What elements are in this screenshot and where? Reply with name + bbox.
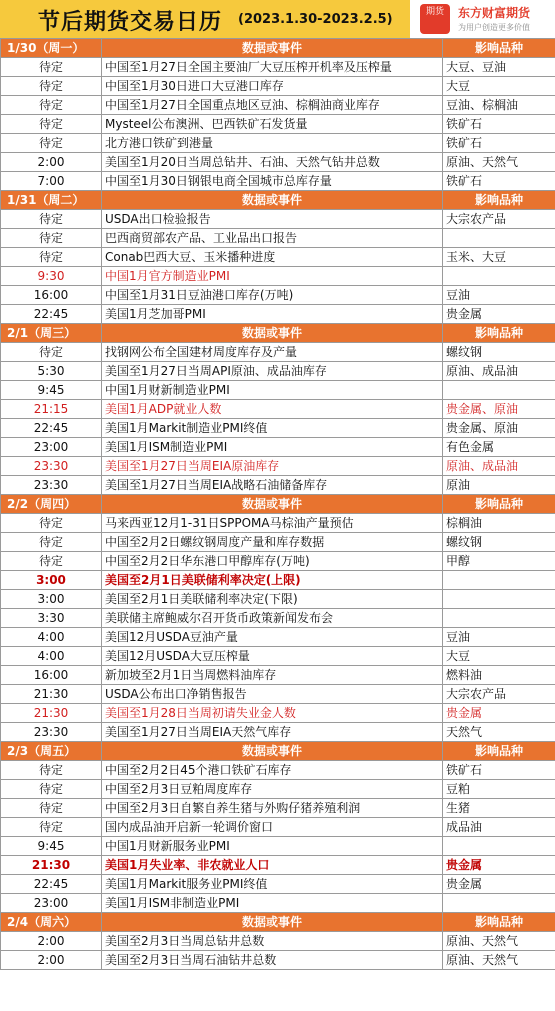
- event-time: 待定: [1, 96, 102, 115]
- logo-icon: [420, 4, 450, 34]
- event-time: 待定: [1, 818, 102, 837]
- event-time: 5:30: [1, 362, 102, 381]
- event-column-header: 数据或事件: [102, 324, 443, 343]
- event-name: 美国至1月27日当周EIA战略石油储备库存: [102, 476, 443, 495]
- event-impact: 有色金属: [443, 438, 555, 457]
- event-name: Conab巴西大豆、玉米播种进度: [102, 248, 443, 267]
- event-row: [1, 172, 555, 191]
- event-name: 中国至1月30日进口大豆港口库存: [102, 77, 443, 96]
- event-impact: 豆粕: [443, 780, 555, 799]
- event-impact: 成品油: [443, 818, 555, 837]
- event-time: 23:30: [1, 476, 102, 495]
- calendar-table: [0, 38, 555, 970]
- event-impact: 贵金属: [443, 856, 555, 875]
- event-name: 美国1月Markit制造业PMI终值: [102, 419, 443, 438]
- event-name: 美国至1月27日当周EIA原油库存: [102, 457, 443, 476]
- event-impact: 铁矿石: [443, 172, 555, 191]
- event-column-header: 数据或事件: [102, 495, 443, 514]
- event-impact: 大宗农产品: [443, 210, 555, 229]
- event-name: 巴西商贸部农产品、工业品出口报告: [102, 229, 443, 248]
- day-label: 2/2（周四）: [1, 495, 102, 514]
- event-row: [1, 476, 555, 495]
- event-impact: [443, 229, 555, 248]
- event-time: 23:00: [1, 438, 102, 457]
- event-row: [1, 723, 555, 742]
- event-row: [1, 685, 555, 704]
- event-impact: 原油、天然气: [443, 932, 555, 951]
- event-impact: [443, 609, 555, 628]
- day-label: 1/30（周一）: [1, 39, 102, 58]
- event-name: USDA出口检验报告: [102, 210, 443, 229]
- event-name: 马来西亚12月1-31日SPPOMA马棕油产量预估: [102, 514, 443, 533]
- event-name: 中国至2月2日螺纹钢周度产量和库存数据: [102, 533, 443, 552]
- event-row: [1, 267, 555, 286]
- event-name: 新加坡至2月1日当周燃料油库存: [102, 666, 443, 685]
- event-time: 3:30: [1, 609, 102, 628]
- event-name: 中国至2月3日豆粕周度库存: [102, 780, 443, 799]
- day-header-row: [1, 742, 555, 761]
- event-impact: 豆油: [443, 286, 555, 305]
- event-name: 中国至2月2日华东港口甲醇库存(万吨): [102, 552, 443, 571]
- event-name: 美国12月USDA豆油产量: [102, 628, 443, 647]
- event-row: [1, 552, 555, 571]
- logo-name: 东方财富期货: [458, 6, 531, 20]
- event-impact: 原油、成品油: [443, 362, 555, 381]
- event-time: 9:45: [1, 381, 102, 400]
- impact-column-header: 影响品种: [443, 191, 555, 210]
- event-impact: [443, 837, 555, 856]
- event-time: 待定: [1, 799, 102, 818]
- day-header-row: [1, 495, 555, 514]
- calendar-body: [1, 39, 555, 970]
- event-row: [1, 780, 555, 799]
- event-row: [1, 666, 555, 685]
- event-impact: 贵金属: [443, 875, 555, 894]
- event-impact: [443, 590, 555, 609]
- event-column-header: 数据或事件: [102, 39, 443, 58]
- logo-slogan: 为用户创造更多价值: [458, 23, 530, 32]
- event-impact: [443, 571, 555, 590]
- event-row: [1, 818, 555, 837]
- event-row: [1, 590, 555, 609]
- event-name: 美国至2月3日当周石油钻井总数: [102, 951, 443, 970]
- event-row: [1, 286, 555, 305]
- event-time: 7:00: [1, 172, 102, 191]
- event-impact: 原油、成品油: [443, 457, 555, 476]
- event-row: [1, 305, 555, 324]
- event-row: [1, 153, 555, 172]
- event-row: [1, 400, 555, 419]
- event-impact: 大宗农产品: [443, 685, 555, 704]
- event-column-header: 数据或事件: [102, 191, 443, 210]
- event-time: 待定: [1, 533, 102, 552]
- event-impact: 铁矿石: [443, 761, 555, 780]
- event-name: 中国至1月30日钢银电商全国城市总库存量: [102, 172, 443, 191]
- event-row: [1, 438, 555, 457]
- event-name: 中国1月官方制造业PMI: [102, 267, 443, 286]
- day-header-row: [1, 324, 555, 343]
- event-time: 4:00: [1, 628, 102, 647]
- event-impact: 玉米、大豆: [443, 248, 555, 267]
- event-time: 2:00: [1, 153, 102, 172]
- event-name: 美国1月ISM制造业PMI: [102, 438, 443, 457]
- event-impact: 甲醇: [443, 552, 555, 571]
- event-name: Mysteel公布澳洲、巴西铁矿石发货量: [102, 115, 443, 134]
- impact-column-header: 影响品种: [443, 39, 555, 58]
- event-time: 16:00: [1, 666, 102, 685]
- event-time: 22:45: [1, 875, 102, 894]
- event-time: 待定: [1, 229, 102, 248]
- event-time: 16:00: [1, 286, 102, 305]
- event-time: 待定: [1, 248, 102, 267]
- event-name: 美国1月ADP就业人数: [102, 400, 443, 419]
- event-row: [1, 381, 555, 400]
- event-impact: [443, 894, 555, 913]
- event-row: [1, 96, 555, 115]
- event-impact: 原油、天然气: [443, 951, 555, 970]
- event-name: 中国至1月27日全国重点地区豆油、棕榈油商业库存: [102, 96, 443, 115]
- day-header-row: [1, 913, 555, 932]
- event-impact: 大豆: [443, 77, 555, 96]
- logo-badge-text: 期货: [425, 7, 444, 17]
- event-impact: 原油: [443, 476, 555, 495]
- event-impact: 大豆、豆油: [443, 58, 555, 77]
- event-name: 美国12月USDA大豆压榨量: [102, 647, 443, 666]
- event-impact: 贵金属、原油: [443, 400, 555, 419]
- event-name: 美国1月Markit服务业PMI终值: [102, 875, 443, 894]
- date-range: (2023.1.30-2023.2.5): [238, 12, 393, 27]
- event-name: 国内成品油开启新一轮调价窗口: [102, 818, 443, 837]
- impact-column-header: 影响品种: [443, 495, 555, 514]
- impact-column-header: 影响品种: [443, 913, 555, 932]
- event-impact: [443, 381, 555, 400]
- event-row: [1, 951, 555, 970]
- event-name: 美国至1月27日当周EIA天然气库存: [102, 723, 443, 742]
- event-time: 2:00: [1, 932, 102, 951]
- event-name: 中国至1月31日豆油港口库存(万吨): [102, 286, 443, 305]
- event-column-header: 数据或事件: [102, 913, 443, 932]
- event-row: [1, 419, 555, 438]
- event-time: 待定: [1, 58, 102, 77]
- event-row: [1, 533, 555, 552]
- event-time: 待定: [1, 514, 102, 533]
- event-time: 9:45: [1, 837, 102, 856]
- event-row: [1, 799, 555, 818]
- event-row: [1, 875, 555, 894]
- event-impact: 天然气: [443, 723, 555, 742]
- day-label: 1/31（周二）: [1, 191, 102, 210]
- event-time: 9:30: [1, 267, 102, 286]
- event-row: [1, 77, 555, 96]
- event-impact: 铁矿石: [443, 134, 555, 153]
- event-impact: 螺纹钢: [443, 343, 555, 362]
- event-time: 待定: [1, 343, 102, 362]
- event-row: [1, 856, 555, 875]
- event-column-header: 数据或事件: [102, 742, 443, 761]
- event-time: 21:30: [1, 685, 102, 704]
- event-row: [1, 761, 555, 780]
- event-name: 美国至2月3日当周总钻井总数: [102, 932, 443, 951]
- event-name: 美国至2月1日美联储利率决定(上限): [102, 571, 443, 590]
- day-header-row: [1, 39, 555, 58]
- event-row: [1, 248, 555, 267]
- event-name: 中国1月财新服务业PMI: [102, 837, 443, 856]
- event-row: [1, 894, 555, 913]
- event-name: 北方港口铁矿到港量: [102, 134, 443, 153]
- event-time: 23:00: [1, 894, 102, 913]
- event-impact: 贵金属: [443, 305, 555, 324]
- event-row: [1, 932, 555, 951]
- event-impact: 豆油: [443, 628, 555, 647]
- day-label: 2/4（周六）: [1, 913, 102, 932]
- event-name: 中国至2月3日自繁自养生猪与外购仔猪养殖利润: [102, 799, 443, 818]
- event-row: [1, 571, 555, 590]
- event-impact: 螺纹钢: [443, 533, 555, 552]
- event-impact: 豆油、棕榈油: [443, 96, 555, 115]
- event-time: 21:30: [1, 856, 102, 875]
- event-name: 美国1月失业率、非农就业人口: [102, 856, 443, 875]
- event-time: 3:00: [1, 571, 102, 590]
- event-time: 3:00: [1, 590, 102, 609]
- event-time: 2:00: [1, 951, 102, 970]
- header: [0, 0, 555, 38]
- event-name: 美联储主席鲍威尔召开货币政策新闻发布会: [102, 609, 443, 628]
- event-time: 22:45: [1, 305, 102, 324]
- event-name: 美国至1月27日当周API原油、成品油库存: [102, 362, 443, 381]
- event-row: [1, 628, 555, 647]
- day-label: 2/3（周五）: [1, 742, 102, 761]
- event-time: 待定: [1, 77, 102, 96]
- event-time: 待定: [1, 134, 102, 153]
- event-name: 美国1月芝加哥PMI: [102, 305, 443, 324]
- event-row: [1, 514, 555, 533]
- event-row: [1, 115, 555, 134]
- event-name: 中国1月财新制造业PMI: [102, 381, 443, 400]
- event-name: 找钢网公布全国建材周度库存及产量: [102, 343, 443, 362]
- event-row: [1, 58, 555, 77]
- event-time: 待定: [1, 210, 102, 229]
- event-name: 美国至1月20日当周总钻井、石油、天然气钻井总数: [102, 153, 443, 172]
- day-label: 2/1（周三）: [1, 324, 102, 343]
- event-time: 4:00: [1, 647, 102, 666]
- event-time: 22:45: [1, 419, 102, 438]
- event-row: [1, 362, 555, 381]
- event-time: 23:30: [1, 723, 102, 742]
- event-name: 美国1月ISM非制造业PMI: [102, 894, 443, 913]
- event-row: [1, 704, 555, 723]
- event-impact: 铁矿石: [443, 115, 555, 134]
- event-time: 待定: [1, 552, 102, 571]
- event-impact: 生猪: [443, 799, 555, 818]
- page-title: 节后期货交易日历: [38, 10, 223, 35]
- event-row: [1, 837, 555, 856]
- event-time: 待定: [1, 761, 102, 780]
- event-row: [1, 210, 555, 229]
- event-impact: 贵金属: [443, 704, 555, 723]
- event-row: [1, 647, 555, 666]
- event-impact: 棕榈油: [443, 514, 555, 533]
- impact-column-header: 影响品种: [443, 742, 555, 761]
- event-row: [1, 343, 555, 362]
- event-row: [1, 134, 555, 153]
- event-impact: 燃料油: [443, 666, 555, 685]
- event-name: 美国至2月1日美联储利率决定(下限): [102, 590, 443, 609]
- event-impact: 大豆: [443, 647, 555, 666]
- event-impact: [443, 267, 555, 286]
- impact-column-header: 影响品种: [443, 324, 555, 343]
- event-impact: 贵金属、原油: [443, 419, 555, 438]
- event-name: USDA公布出口净销售报告: [102, 685, 443, 704]
- event-name: 中国至1月27日全国主要油厂大豆压榨开机率及压榨量: [102, 58, 443, 77]
- event-time: 待定: [1, 780, 102, 799]
- day-header-row: [1, 191, 555, 210]
- event-time: 待定: [1, 115, 102, 134]
- event-name: 美国至1月28日当周初请失业金人数: [102, 704, 443, 723]
- event-row: [1, 457, 555, 476]
- event-row: [1, 609, 555, 628]
- event-impact: 原油、天然气: [443, 153, 555, 172]
- event-name: 中国至2月2日45个港口铁矿石库存: [102, 761, 443, 780]
- event-time: 23:30: [1, 457, 102, 476]
- event-row: [1, 229, 555, 248]
- event-time: 21:30: [1, 704, 102, 723]
- event-time: 21:15: [1, 400, 102, 419]
